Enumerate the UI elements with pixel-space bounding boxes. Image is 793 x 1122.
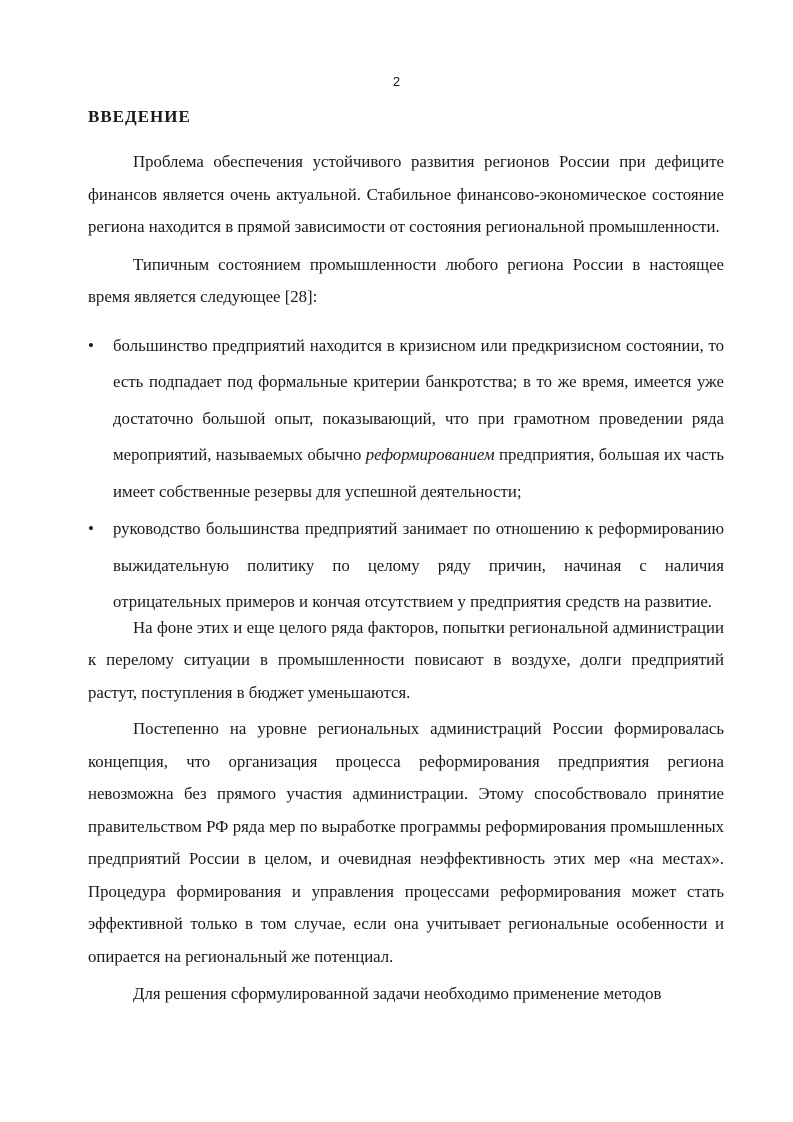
bullet-text: большинство предприятий находится в кризисном или предкризисном состоянии, то есть подпадает под формальные критерии банкротства; в то же время, имеется уже достаточно большой опыт, показывающий, что при грамотном проведении ряда мероприятий, называемых обычно	[113, 335, 724, 464]
bullet-icon: •	[88, 519, 94, 538]
section-heading: ВВЕДЕНИЕ	[88, 107, 191, 126]
bullet-text: предприятия, большая их часть имеет собственные резервы для успешной деятельности;	[113, 445, 724, 501]
bullet-text-italic: реформированием	[365, 445, 495, 464]
bullet-item-management-policy	[88, 511, 724, 621]
bullet-icon: •	[88, 335, 94, 355]
page-number: 2	[392, 74, 401, 89]
bullet-list	[88, 328, 724, 621]
paragraph-intro: Проблема обеспечения устойчивого развития регионов России при дефиците финансов является очень актуальной. Стабильное финансово-экономическое состояние региона находится в прямой зависимости от состояния региональной промышленности.	[88, 152, 724, 236]
bullet-text: руководство большинства предприятий занимает по отношению к реформированию выжидательную политику по целому ряду причин, начиная с наличия отрицательных примеров и кончая отсутствием у предприятия средств на развитие.	[113, 519, 724, 611]
paragraph-methods: Для решения сформулированной задачи необходимо применение методов	[133, 984, 662, 1003]
paragraph-factors: На фоне этих и еще целого ряда факторов, попытки региональной администрации к перелому ситуации в промышленности повисают в воздухе, долги предприятий растут, поступления в бюджет уменьшаются.	[88, 617, 724, 702]
paragraph-typical-state: Типичным состоянием промышленности любого региона России в настоящее время является следующее [28]:	[88, 254, 724, 306]
document-body	[88, 146, 724, 1016]
bullet-item-enterprises-crisis	[88, 328, 724, 511]
paragraph-concept: Постепенно на уровне региональных администраций России формировалась концепция, что организация процесса реформирования предприятия региона невозможна без прямого участия администрации. Этому способствовало принятие правительством РФ ряда мер по выработке программы реформирования промышленных предприятий России в целом, и очевидная неэффективность этих мер «на местах». Процедура формирования и управления процессами реформирования может стать эффективной только в том случае, если она учитывает региональные особенности и опирается на региональный же потенциал.	[88, 719, 724, 966]
